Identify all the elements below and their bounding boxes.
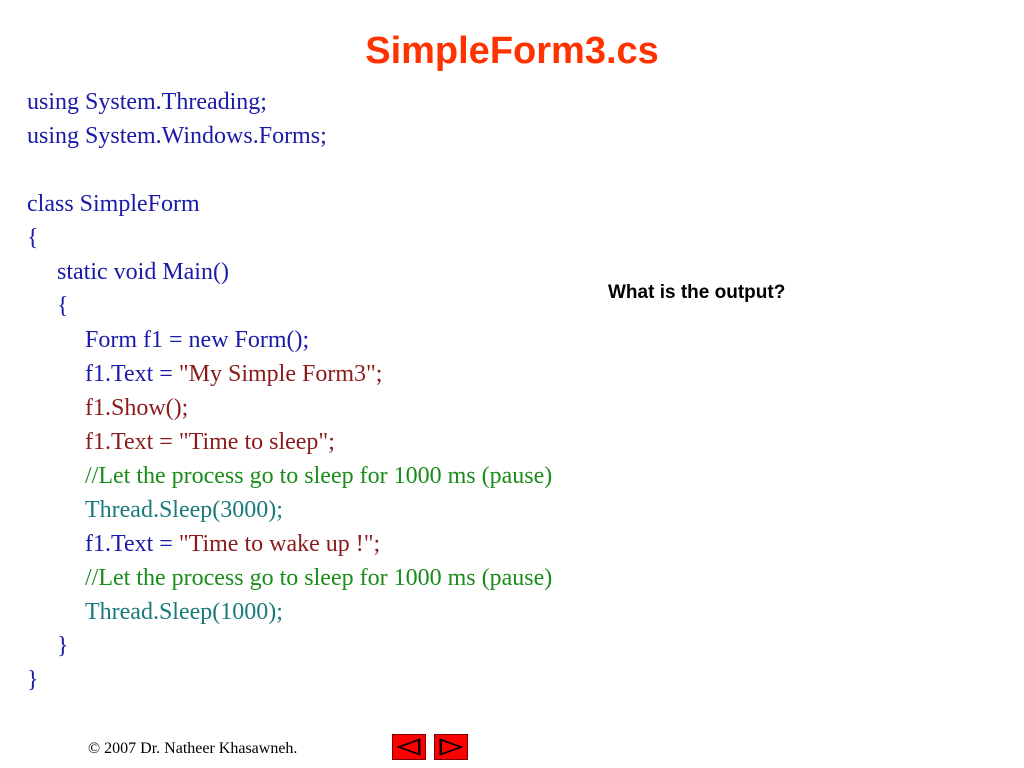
code-line: {	[27, 225, 39, 251]
code-string: "My Simple Form3";	[178, 361, 383, 387]
code-comment: //Let the process go to sleep for 1000 ms (pause)	[85, 463, 553, 489]
code-token: f1.Text =	[85, 361, 179, 387]
question-text: What is the output?	[608, 282, 786, 303]
code-token: f1.Text =	[85, 531, 179, 557]
code-line	[27, 527, 552, 561]
next-slide-button[interactable]	[434, 734, 468, 760]
code-line: static void Main()	[57, 259, 229, 285]
right-arrow-icon	[438, 738, 464, 756]
code-string: "Time to sleep";	[178, 429, 335, 455]
left-arrow-icon	[396, 738, 422, 756]
code-line: using System.Threading;	[27, 89, 267, 115]
code-token: f1.Text =	[85, 429, 179, 455]
code-line: Form f1 = new Form();	[85, 327, 310, 353]
code-line	[27, 425, 552, 459]
code-block	[27, 85, 552, 697]
code-line: using System.Windows.Forms;	[27, 123, 327, 149]
code-line: {	[57, 293, 69, 319]
code-line: f1.Show();	[85, 395, 189, 421]
slide-title: SimpleForm3.cs	[365, 30, 659, 72]
code-line-blank	[27, 153, 552, 187]
code-string: "Time to wake up !";	[178, 531, 381, 557]
code-line: Thread.Sleep(3000);	[85, 497, 283, 523]
code-line: }	[57, 633, 69, 659]
footer-copyright: © 2007 Dr. Natheer Khasawneh.	[88, 740, 298, 757]
prev-slide-button[interactable]	[392, 734, 426, 760]
slide-navigation	[392, 734, 468, 760]
code-comment: //Let the process go to sleep for 1000 ms (pause)	[85, 565, 553, 591]
code-line: Thread.Sleep(1000);	[85, 599, 283, 625]
code-line: class SimpleForm	[27, 191, 200, 217]
code-line: }	[27, 667, 39, 693]
code-line	[27, 357, 552, 391]
